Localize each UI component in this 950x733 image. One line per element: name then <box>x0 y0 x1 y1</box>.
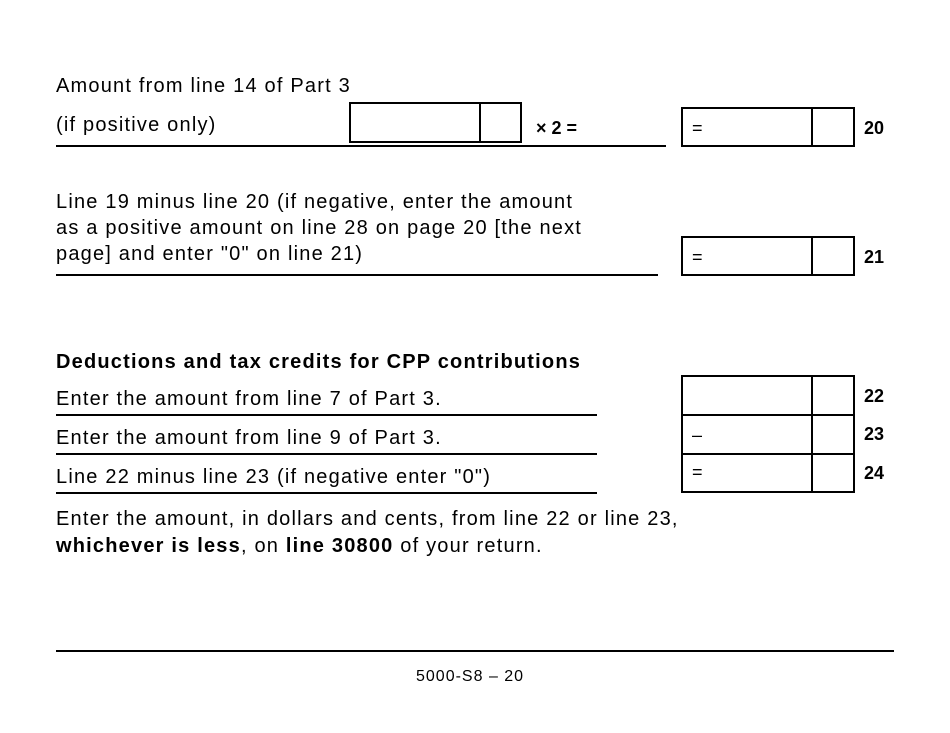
line20-label-line1: Amount from line 14 of Part 3 <box>56 75 351 97</box>
line22-field[interactable] <box>681 375 855 416</box>
line21-underline <box>56 274 658 276</box>
line24-number: 24 <box>864 463 885 483</box>
line20-result-cents-divider <box>811 107 813 147</box>
line24-cents-divider <box>811 453 813 493</box>
instruction-line2 <box>56 533 543 559</box>
instruction-bold-line-30800: line 30800 <box>285 535 394 557</box>
cpp-section-heading: Deductions and tax credits for CPP contributions <box>56 351 582 373</box>
line21-result-symbol: = <box>692 247 703 267</box>
line20-multiplier: × 2 = <box>536 118 578 138</box>
line24-underline <box>56 492 597 494</box>
line23-symbol: – <box>692 425 703 445</box>
instruction-line1: Enter the amount, in dollars and cents, from line 22 or line 23, <box>56 508 679 530</box>
line20-input-cents-divider <box>479 102 481 143</box>
line21-number: 21 <box>864 247 885 267</box>
line23-underline <box>56 453 597 455</box>
line22-label: Enter the amount from line 7 of Part 3. <box>56 388 442 410</box>
line21-label-line3: page] and enter "0" on line 21) <box>56 243 364 265</box>
footer-page-number: 5000-S8 – 20 <box>416 668 525 685</box>
line20-number: 20 <box>864 118 885 138</box>
line20-underline <box>56 145 666 147</box>
line21-result-cents-divider <box>811 236 813 276</box>
line22-number: 22 <box>864 386 885 406</box>
line20-result-symbol: = <box>692 118 703 138</box>
line21-label-line1: Line 19 minus line 20 (if negative, enter the amount <box>56 191 574 213</box>
instruction-text-on: , on <box>240 535 286 557</box>
line21-result-field[interactable] <box>681 236 855 276</box>
line20-label-line2: (if positive only) <box>56 114 217 136</box>
line24-field[interactable] <box>681 453 855 493</box>
line20-input-field[interactable] <box>349 102 522 143</box>
line23-label: Enter the amount from line 9 of Part 3. <box>56 427 442 449</box>
line22-cents-divider <box>811 375 813 416</box>
line23-field[interactable] <box>681 414 855 455</box>
footer-rule <box>56 650 894 652</box>
line23-number: 23 <box>864 424 885 444</box>
line20-result-field[interactable] <box>681 107 855 147</box>
line23-cents-divider <box>811 414 813 455</box>
line21-label-line2: as a positive amount on line 28 on page 20 [the next <box>56 217 583 239</box>
line22-underline <box>56 414 597 416</box>
instruction-bold-whichever: whichever is less <box>56 535 241 557</box>
line24-label: Line 22 minus line 23 (if negative enter "0") <box>56 466 492 488</box>
instruction-text-end: of your return. <box>393 535 543 557</box>
line24-symbol: = <box>692 462 703 482</box>
